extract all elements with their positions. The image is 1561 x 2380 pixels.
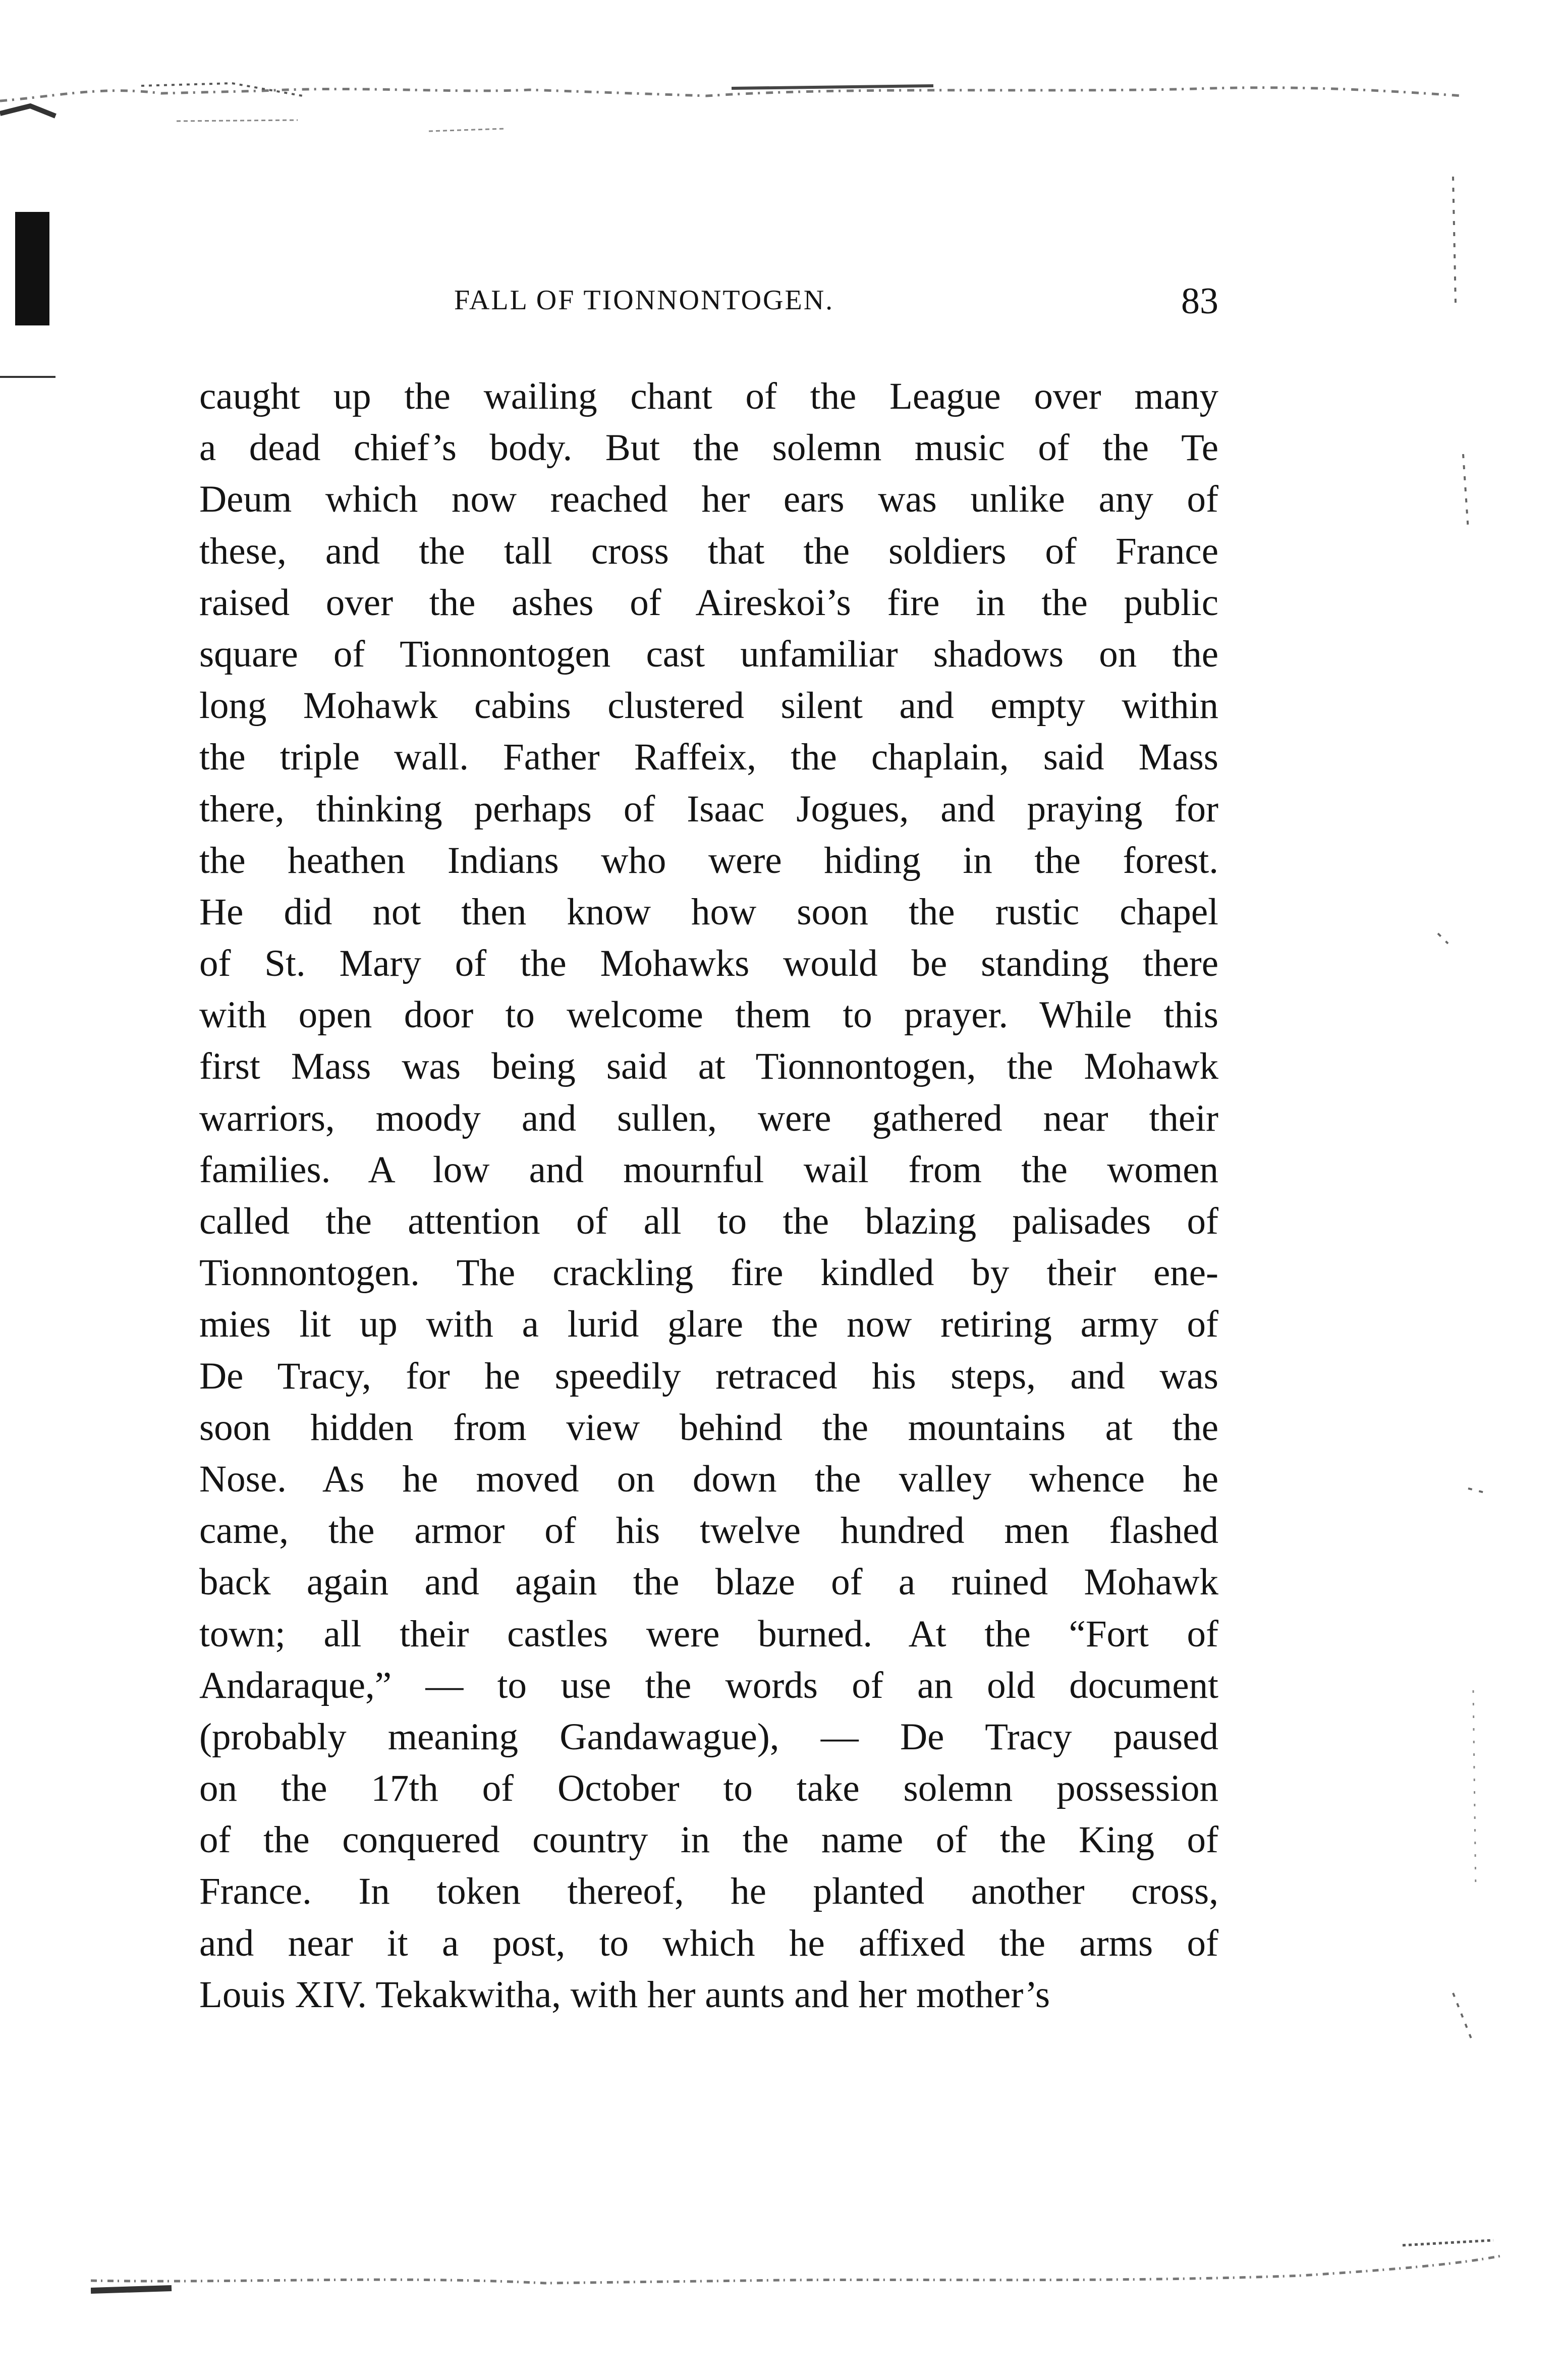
text-line: square of Tionnontogen cast unfamiliar shadows on the <box>199 633 1218 675</box>
text-line: of St. Mary of the Mohawks would be standing there <box>199 943 1218 985</box>
text-line: caught up the wailing chant of the League over many <box>199 375 1218 417</box>
text-line: the heathen Indians who were hiding in the forest. <box>199 839 1218 881</box>
page-number: 83 <box>1181 281 1218 322</box>
text-line: called the attention of all to the blazing palisades of <box>199 1200 1218 1242</box>
text-line: (probably meaning Gandawague), — De Tracy paused <box>199 1715 1218 1758</box>
text-line: on the 17th of October to take solemn possession <box>199 1767 1218 1810</box>
text-line: a dead chief’s body. But the solemn music of the Te <box>199 427 1218 469</box>
text-line: families. A low and mournful wail from the women <box>199 1148 1218 1191</box>
text-line: raised over the ashes of Aireskoi’s fire in the public <box>199 581 1218 624</box>
text-line: and near it a post, to which he affixed the arms of <box>199 1922 1218 1964</box>
body-text <box>199 371 1218 2021</box>
scan-rule-mark <box>0 376 55 378</box>
text-line: He did not then know how soon the rustic chapel <box>199 891 1218 933</box>
text-line: France. In token thereof, he planted another cross, <box>199 1870 1218 1913</box>
text-line: of the conquered country in the name of the King of <box>199 1819 1218 1861</box>
text-line: first Mass was being said at Tionnontogen, the Mohawk <box>199 1045 1218 1088</box>
text-line: the triple wall. Father Raffeix, the chaplain, said Mass <box>199 736 1218 779</box>
text-line: De Tracy, for he speedily retraced his steps, and was <box>199 1355 1218 1397</box>
running-head: FALL OF TIONNONTOGEN. <box>454 285 834 316</box>
scan-edge-mark <box>15 212 49 325</box>
text-line: back again and again the blaze of a ruined Mohawk <box>199 1561 1218 1603</box>
text-line: town; all their castles were burned. At the “Fort of <box>199 1613 1218 1655</box>
text-line: Nose. As he moved on down the valley whence he <box>199 1458 1218 1500</box>
text-line: Deum which now reached her ears was unlike any of <box>199 478 1218 521</box>
text-line: with open door to welcome them to prayer. While this <box>199 994 1218 1036</box>
text-line: there, thinking perhaps of Isaac Jogues, and praying for <box>199 788 1218 830</box>
scan-noise-top <box>0 66 1463 146</box>
text-line: Louis XIV. Tekakwitha, with her aunts and her mother’s <box>199 1973 1050 2016</box>
text-line: Andaraque,” — to use the words of an old document <box>199 1664 1218 1706</box>
scan-noise-bottom <box>91 2235 1503 2311</box>
text-line: Tionnontogen. The crackling fire kindled by their ene- <box>199 1252 1218 1294</box>
text-line: these, and the tall cross that the soldiers of France <box>199 530 1218 572</box>
text-line: came, the armor of his twelve hundred men flashed <box>199 1510 1218 1552</box>
text-line: soon hidden from view behind the mountains at the <box>199 1406 1218 1449</box>
text-line: mies lit up with a lurid glare the now retiring army of <box>199 1303 1218 1346</box>
text-line: warriors, moody and sullen, were gathered near their <box>199 1097 1218 1139</box>
scan-noise-right <box>1392 177 1493 2144</box>
page-header <box>199 280 1218 325</box>
text-line: long Mohawk cabins clustered silent and empty within <box>199 685 1218 727</box>
